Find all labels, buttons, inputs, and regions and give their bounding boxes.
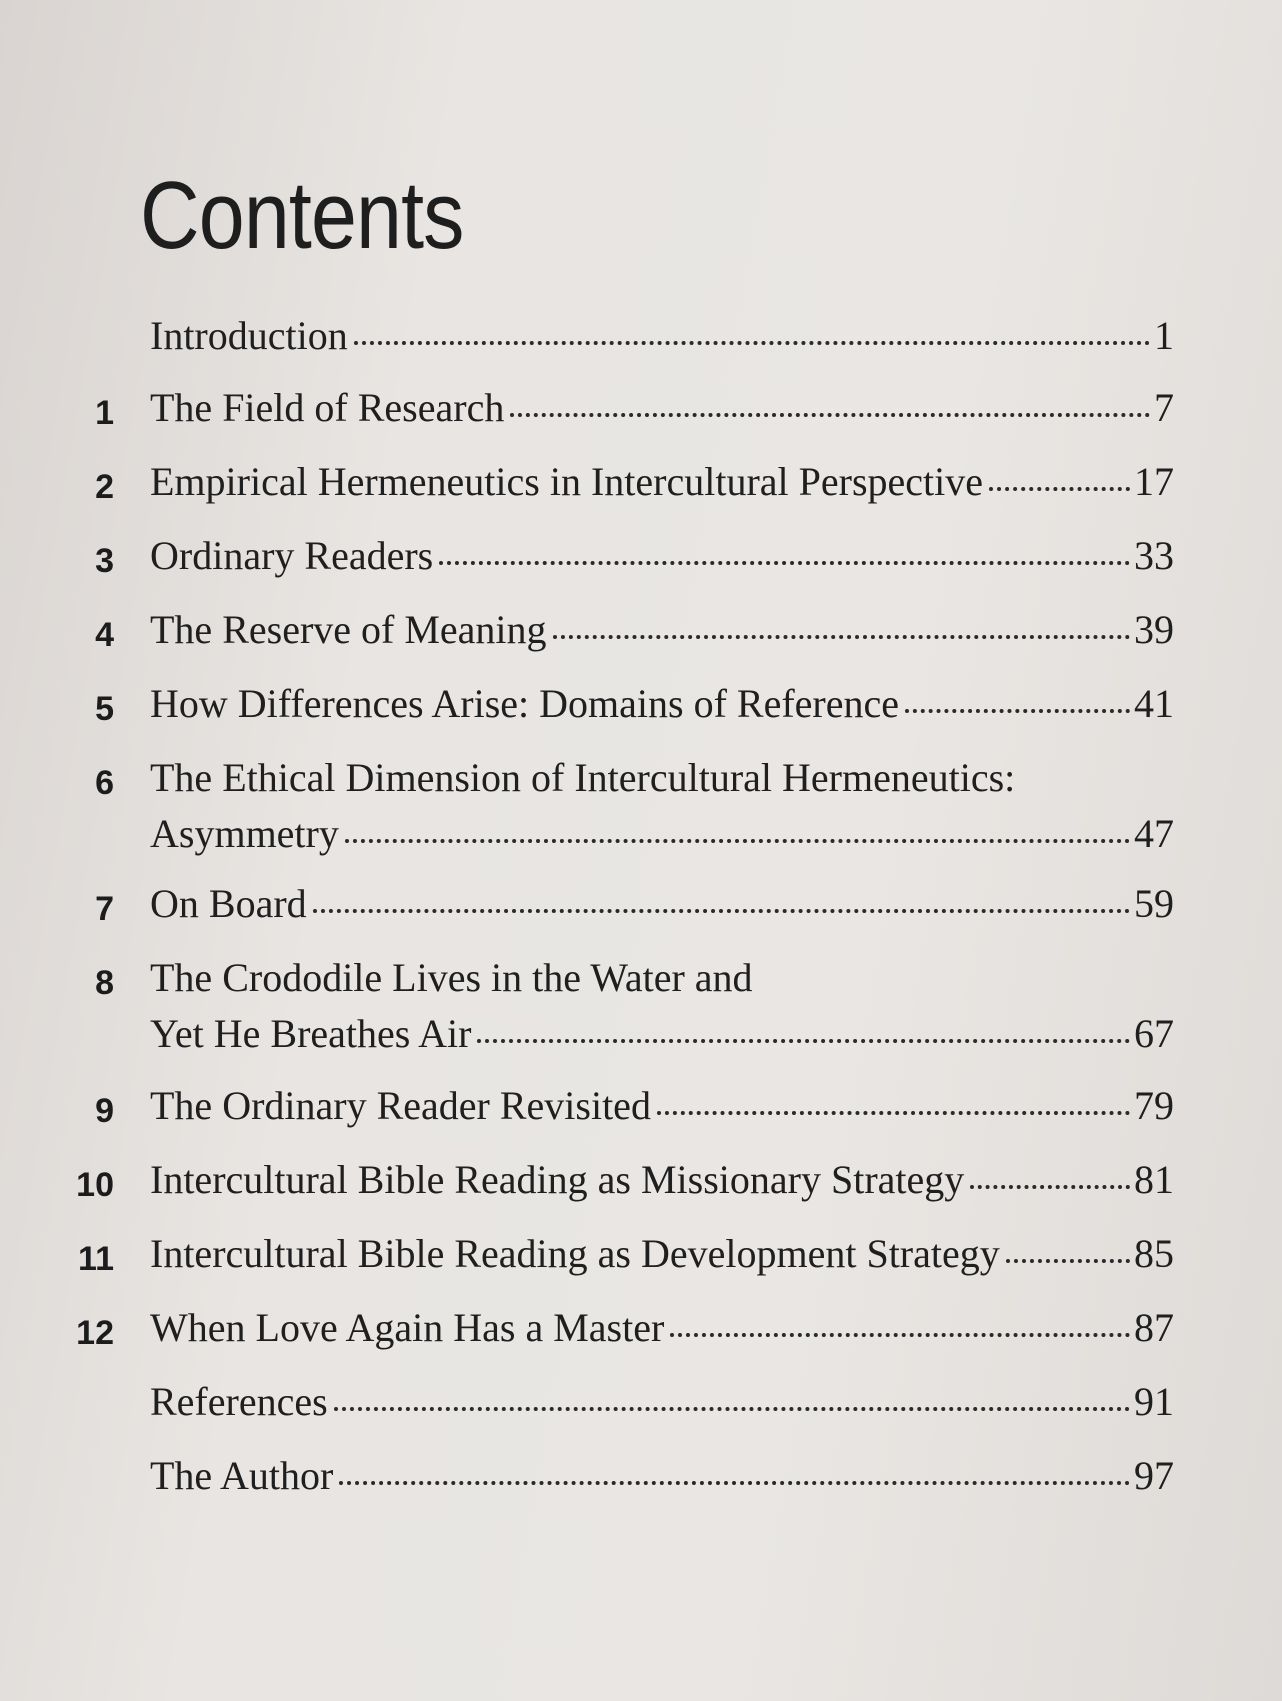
toc-entry-page: 67	[1134, 1011, 1174, 1056]
chapter-number: 10	[76, 1166, 114, 1204]
toc-entry-line	[150, 313, 1174, 358]
toc-entry-page: 59	[1134, 881, 1174, 926]
toc-entry-line	[150, 1379, 1174, 1424]
dot-leader	[345, 839, 1130, 843]
toc-entry-line	[150, 459, 1174, 504]
toc-entry-title: When Love Again Has a Master	[150, 1305, 665, 1350]
toc-entry-page: 7	[1154, 385, 1174, 430]
chapter-number: 7	[95, 890, 114, 928]
page-title: Contents	[140, 162, 464, 269]
toc-entry-title: Intercultural Bible Reading as Development Strategy	[150, 1231, 1000, 1276]
toc-entry-line	[150, 385, 1174, 430]
toc-entry-page: 1	[1154, 313, 1174, 358]
dot-leader	[657, 1111, 1130, 1115]
toc-entry-line	[150, 681, 1174, 726]
dot-leader	[477, 1039, 1130, 1043]
dot-leader	[510, 413, 1150, 417]
toc-entry-page: 81	[1134, 1157, 1174, 1202]
toc-entry-line	[150, 1305, 1174, 1350]
toc-entry-title: Yet He Breathes Air	[150, 1011, 472, 1056]
toc-entry-title: Intercultural Bible Reading as Missionary Strategy	[150, 1157, 965, 1202]
chapter-number: 4	[95, 616, 114, 654]
toc-entry-page: 17	[1134, 459, 1174, 504]
toc-entry-line	[150, 1157, 1174, 1202]
dot-leader	[339, 1481, 1130, 1485]
dot-leader	[905, 709, 1130, 713]
toc-entry-page: 85	[1134, 1231, 1174, 1276]
toc-entry-page: 47	[1134, 811, 1174, 856]
dot-leader	[439, 561, 1130, 565]
chapter-number: 1	[95, 394, 114, 432]
toc-entry-title: References	[150, 1379, 328, 1424]
toc-entry-page: 33	[1134, 533, 1174, 578]
toc-entry-line	[150, 1453, 1174, 1498]
dot-leader	[354, 341, 1150, 345]
toc-entry-title: The Author	[150, 1453, 334, 1498]
chapter-number: 9	[95, 1092, 114, 1130]
chapter-number: 2	[95, 468, 114, 506]
toc-entry-title: The Reserve of Meaning	[150, 607, 547, 652]
toc-entry-page: 39	[1134, 607, 1174, 652]
chapter-number: 8	[95, 964, 114, 1002]
dot-leader	[334, 1407, 1130, 1411]
dot-leader	[1006, 1259, 1130, 1263]
toc-entry-title: The Ordinary Reader Revisited	[150, 1083, 651, 1128]
toc-entry-line	[150, 811, 1174, 856]
chapter-number: 12	[76, 1314, 114, 1352]
toc-entry-line	[150, 1011, 1174, 1056]
toc-entry-title: Empirical Hermeneutics in Intercultural Perspective	[150, 459, 984, 504]
toc-entry-title-line1: The Crododile Lives in the Water and	[150, 955, 753, 1000]
toc-entry-title: How Differences Arise: Domains of Reference	[150, 681, 899, 726]
toc-entry-title: Ordinary Readers	[150, 533, 434, 578]
dot-leader	[670, 1333, 1130, 1337]
toc-entry-title-line1: The Ethical Dimension of Intercultural Hermeneutics:	[150, 755, 1016, 800]
toc-entry-page: 87	[1134, 1305, 1174, 1350]
chapter-number: 6	[95, 764, 114, 802]
chapter-number: 11	[78, 1240, 114, 1278]
toc-entry-page: 41	[1134, 681, 1174, 726]
toc-entry-page: 91	[1134, 1379, 1174, 1424]
toc-entry-title: On Board	[150, 881, 307, 926]
dot-leader	[553, 635, 1130, 639]
toc-entry-line	[150, 1231, 1174, 1276]
dot-leader	[313, 909, 1130, 913]
toc-entry-title: Introduction	[150, 313, 348, 358]
toc-entry-page: 97	[1134, 1453, 1174, 1498]
toc-entry-title: The Field of Research	[150, 385, 505, 430]
chapter-number: 3	[95, 542, 114, 580]
dot-leader	[970, 1185, 1130, 1189]
toc-entry-line	[150, 881, 1174, 926]
chapter-number: 5	[95, 690, 114, 728]
toc-entry-page: 79	[1134, 1083, 1174, 1128]
toc-entry-line	[150, 1083, 1174, 1128]
toc-entry-line	[150, 533, 1174, 578]
toc-entry-title: Asymmetry	[150, 811, 339, 856]
toc-entry-line	[150, 607, 1174, 652]
dot-leader	[989, 487, 1130, 491]
